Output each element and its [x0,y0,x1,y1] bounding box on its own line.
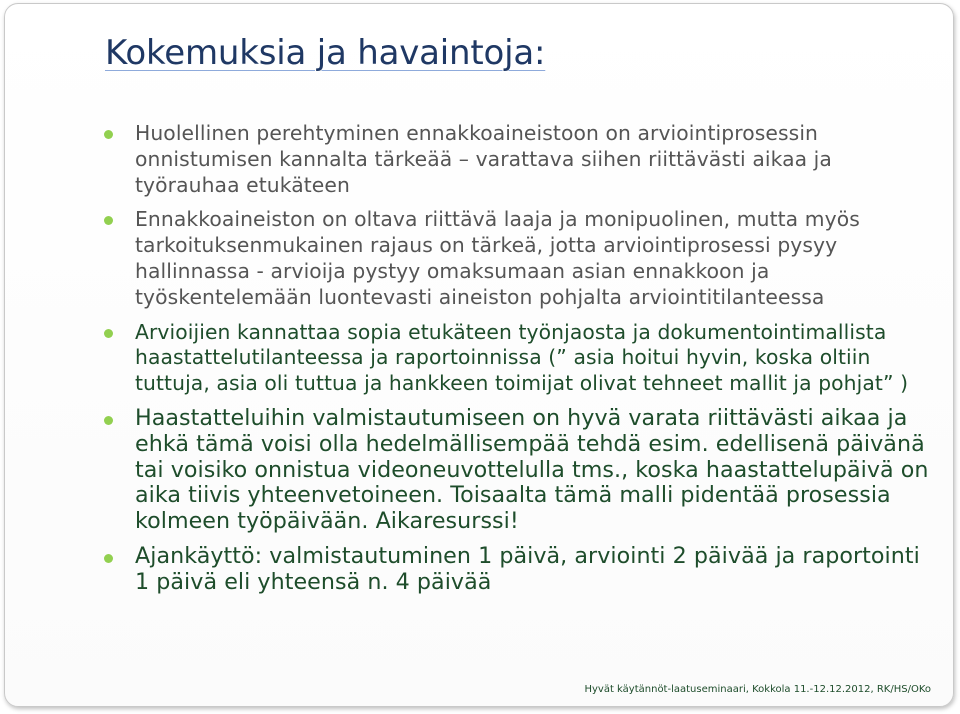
bullet-text: Haastatteluihin valmistautumiseen on hyvä varata riittävästi aikaa ja ehkä tämä voisi olla hedelmällisempää tehdä esim. edellisenä päivänä tai voisiko onnistua videoneuvottelulla tms., koska haastattelupäivä on aika tiivis yhteenvetoineen. Toisaalta tämä malli pidentää prosessia kolmeen työpäivään. Aikaresurssi! [135,404,929,535]
bullet-dot-icon [104,416,113,425]
bullet-item [135,544,935,596]
slide-footer: Hyvät käytännöt-laatuseminaari, Kokkola 11.-12.12.2012, RK/HS/OKo [584,684,931,695]
bullet-text: Arvioijien kannattaa sopia etukäteen työnjaosta ja dokumentointimallista haastattelutilanteessa ja raportoinnissa (” asia hoitui hyvin, koska oltiin tuttuja, asia oli tuttua ja hankkeen toimijat olivat tehneet mallit ja pohjat” ) [135,319,909,396]
bullet-item [135,207,935,310]
bullet-item [135,121,935,198]
bullet-dot-icon [104,130,113,139]
bullet-item [135,406,935,535]
bullet-list [135,121,935,605]
bullet-text: Ennakkoaineiston on oltava riittävä laaja ja monipuolinen, mutta myös tarkoituksenmukainen rajaus on tärkeä, jotta arviointiprosessi pysyy hallinnassa - arvioija pystyy omaksumaan asian ennakkoon ja työskentelemään luontevasti aineiston pohjalta arviointitilanteessa [135,207,860,309]
slide [4,3,954,707]
bullet-dot-icon [104,216,113,225]
bullet-dot-icon [104,554,113,563]
slide-title: Kokemuksia ja havaintoja: [105,33,546,73]
bullet-item [135,320,935,397]
bullet-text: Huolellinen perehtyminen ennakkoaineistoon on arviointiprosessin onnistumisen kannalta tärkeää – varattava siihen riittävästi aikaa ja työrauhaa etukäteen [135,121,832,197]
bullet-dot-icon [104,329,113,338]
bullet-text: Ajankäyttö: valmistautuminen 1 päivä, arviointi 2 päivää ja raportointi 1 päivä eli yhteensä n. 4 päivää [135,542,920,595]
